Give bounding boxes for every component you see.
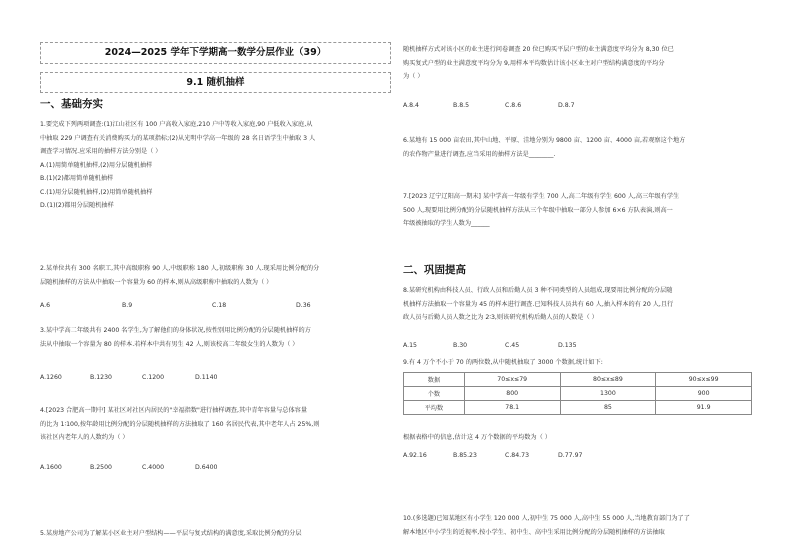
q3-option-a: A.1260 (40, 374, 62, 381)
q4-option-b: B.2500 (90, 464, 112, 471)
q8-line: 8.某研究机构由科技人员、行政人员和后勤人员 3 种不同类型的人员组成,现要用比例分配的分层随 (403, 287, 673, 294)
q4-option-c: C.4000 (142, 464, 165, 471)
q8-line: 机抽样方法抽取一个容量为 45 的样本进行调查.已知科技人员共有 60 人,抽入样本的有 20 人,且行 (403, 300, 674, 308)
table-cell: 78.1 (464, 401, 560, 415)
q5-line: 随机抽样方式对该小区的业主进行问卷调查 20 位已购买平层户型的业主满意度平均分为 8,30 位已 (403, 46, 674, 53)
q8-option-d: D.135 (558, 342, 577, 349)
q2-option-b: B.9 (122, 302, 133, 309)
q9-option-d: D.77.97 (558, 452, 583, 459)
q9-options (403, 452, 753, 462)
q8-option-a: A.15 (403, 342, 417, 349)
q9-option-a: A.92.16 (403, 452, 427, 459)
q5-line: 5.某房地产公司为了解某小区业主对户型结构——平层与复式结构的满意度,采取比例分配的分层 (40, 530, 302, 537)
q3-option-d: D.1140 (195, 374, 218, 381)
table-header-cell: 70≤x≤79 (464, 373, 560, 387)
q2-line: 2.某单位共有 300 名职工,其中高级职称 90 人,中级职称 180 人,初级职称 30 人.现采用比例分配的分 (40, 265, 320, 272)
q5-option-b: B.8.5 (453, 102, 470, 109)
question-10 (403, 512, 690, 539)
table-cell: 85 (560, 401, 656, 415)
q3-line: 法从中抽取一个容量为 80 的样本.若样本中共有男生 42 人,则该校高二年级女生的人数为（ ） (40, 340, 299, 348)
q5-options (403, 102, 753, 112)
table-row (404, 401, 752, 415)
page-subtitle: 9.1 随机抽样 (40, 72, 391, 93)
q6-line: 的农作物产量进行调查,应当采用的抽样方法是________. (403, 150, 556, 158)
table-header-cell: 90≤x≤99 (656, 373, 752, 387)
q8-option-b: B.30 (453, 342, 468, 349)
table-row (404, 387, 752, 401)
table-cell: 1300 (560, 387, 656, 401)
question-5-start (40, 527, 302, 541)
section-basic: 一、基础夯实 (40, 98, 103, 110)
q4-line: 4.[2023 合肥高一期中] 某社区对社区内居民的"幸福指数"进行抽样调查,其中青年容量与总体容量 (40, 407, 308, 414)
table-cell: 900 (656, 387, 752, 401)
section-advanced: 二、巩固提高 (403, 264, 466, 276)
q4-line: 的比为 1∶100,按年龄用比例分配的分层随机抽样的方法抽取了 160 名居民代表,其中老年人占 25%,则 (40, 420, 320, 428)
table-cell: 个数 (404, 387, 465, 401)
q1-option-b: B.(1)(2)都用简单随机抽样 (40, 175, 114, 182)
question-3 (40, 324, 311, 351)
q5-option-c: C.8.6 (505, 102, 522, 109)
question-1 (40, 118, 315, 213)
q1-option-d: D.(1)(2)都用分层随机抽样 (40, 202, 114, 209)
q2-line: 层随机抽样的方法从中抽取一个容量为 60 的样本,则从高级职称中抽取的人数为（ ） (40, 278, 273, 286)
q5-option-d: D.8.7 (558, 102, 575, 109)
question-9 (403, 356, 603, 370)
table-header-cell: 数据 (404, 373, 465, 387)
q7-line: 7.[2023 辽宁辽阳高一期末] 某中学高一年级有学生 700 人,高二年级有学生 600 人,高三年级有学生 (403, 193, 680, 200)
q2-options (40, 302, 390, 312)
table-cell: 800 (464, 387, 560, 401)
q1-option-a: A.(1)用简单随机抽样,(2)用分层随机抽样 (40, 161, 153, 169)
table-cell: 平均数 (404, 401, 465, 415)
q8-options (403, 342, 753, 352)
q3-option-b: B.1230 (90, 374, 112, 381)
q4-option-a: A.1600 (40, 464, 62, 471)
q9-question-after: 根据表格中的信息,估计这 4 万个数据的平均数为（ ） (403, 434, 551, 441)
q7-line: 500 人,现要用比例分配的分层随机抽样方法从三个年级中抽取一部分人参加 6×6 方队表演,则高一 (403, 206, 673, 214)
q1-option-c: C.(1)用分层随机抽样,(2)用简单随机抽样 (40, 188, 153, 196)
q2-option-a: A.6 (40, 302, 51, 309)
q4-options (40, 464, 390, 474)
question-5-cont (403, 43, 674, 84)
q8-option-c: C.45 (505, 342, 520, 349)
q4-option-d: D.6400 (195, 464, 218, 471)
table-header-cell: 80≤x≤89 (560, 373, 656, 387)
q6-line: 6.某地有 15 000 亩农田,其中山地、平原、洼地分别为 9800 亩、1200 亩、4000 亩,若观察这个地方 (403, 137, 686, 144)
question-8 (403, 284, 673, 325)
q2-option-d: D.36 (296, 302, 311, 309)
q5-line: 为（ ） (403, 73, 424, 80)
question-6 (403, 134, 685, 161)
table-cell: 91.9 (656, 401, 752, 415)
q5-line: 购买复式户型的业主满意度平均分为 9,用样本平均数估计该小区业主对户型结构满意度的平均分 (403, 59, 665, 67)
q9-table (403, 372, 752, 415)
q9-option-b: B.85.23 (453, 452, 477, 459)
q9-line: 9.有 4 万个不小于 70 的两位数,从中随机抽取了 3000 个数据,统计如下: (403, 359, 603, 366)
question-2 (40, 262, 319, 289)
q3-line: 3.某中学高二年级共有 2400 名学生,为了解他们的身体状况,按性别用比例分配的分层随机抽样的方 (40, 327, 311, 334)
q10-line: 解本地区中小学生的近视率,按小学生、初中生、高中生采用比例分配的分层随机抽样的方法抽取 (403, 528, 665, 536)
q1-line: 调查学习情况.应采用的抽样方法分别是（ ） (40, 148, 162, 155)
q3-options (40, 374, 390, 384)
q8-line: 政人员与后勤人员人数之比为 2∶3,则该研究机构后勤人员的人数是（ ） (403, 314, 598, 321)
q7-line: 年级被抽取的学生人数为______ (403, 220, 490, 227)
page-title: 2024—2025 学年下学期高一数学分层作业（39） (40, 42, 391, 64)
q9-option-c: C.84.73 (505, 452, 530, 459)
q3-option-c: C.1200 (142, 374, 165, 381)
q1-line: 1.要完成下列两项调查:(1)江山社区有 100 户高收入家庭,210 户中等收入家庭,90 户低收入家庭,从 (40, 121, 313, 128)
q1-line: 中抽取 229 户调查有关消费购买力的某项指标;(2)从光明中学高一年级的 28 名日语学生中抽取 3 人 (40, 134, 316, 142)
q10-line: 10.(多选题)已知某地区有小学生 120 000 人,初中生 75 000 人,高中生 55 000 人,当地教育部门为了了 (403, 515, 690, 522)
question-4 (40, 404, 319, 445)
q4-line: 该社区内老年人的人数约为（ ） (40, 434, 129, 441)
q2-option-c: C.18 (212, 302, 227, 309)
q5-option-a: A.8.4 (403, 102, 419, 109)
table-header-row (404, 373, 752, 387)
question-7 (403, 190, 679, 231)
